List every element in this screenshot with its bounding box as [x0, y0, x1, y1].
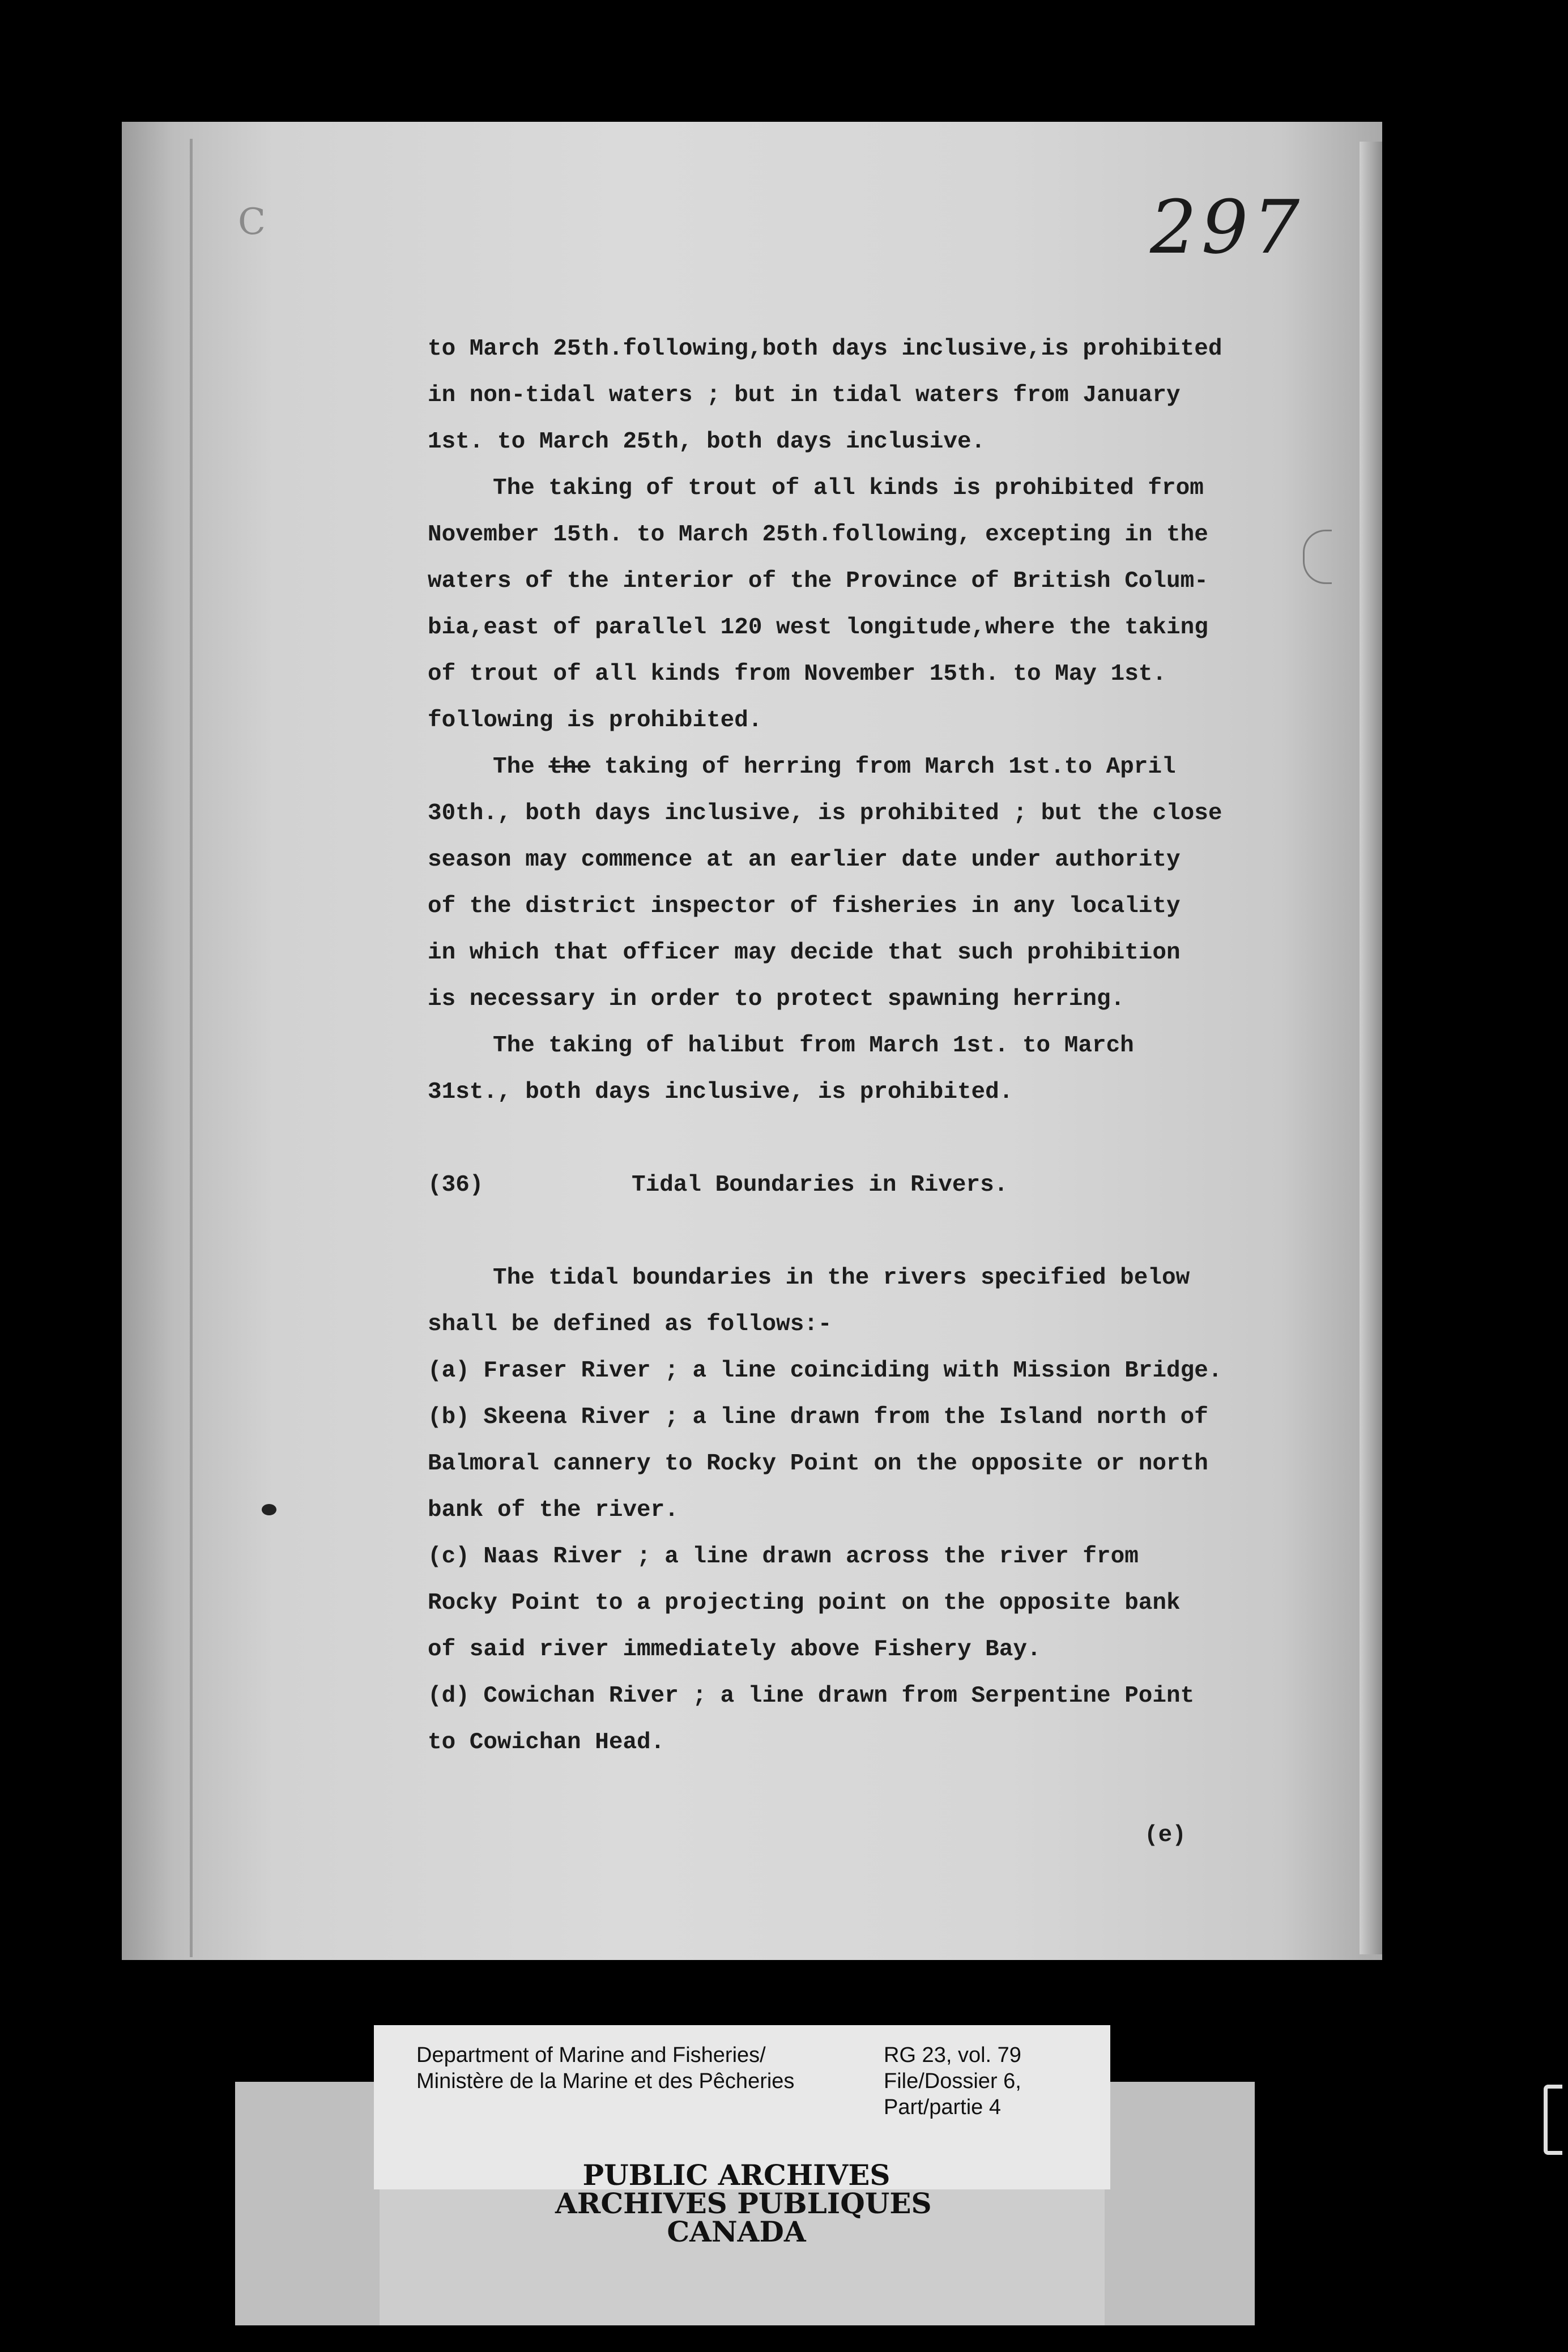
- text-fragment: The: [493, 754, 535, 780]
- text-line: bank of the river.: [428, 1497, 679, 1523]
- section-number: (36): [428, 1172, 484, 1198]
- stamp-line-country: CANADA: [667, 2215, 806, 2248]
- text-line: in non-tidal waters ; but in tidal waters from January: [428, 382, 1181, 408]
- film-frame-mark: [1544, 2085, 1562, 2155]
- corner-mark: C: [238, 201, 266, 243]
- stamp-line-en: PUBLIC ARCHIVES: [582, 2158, 890, 2192]
- page-fold-line: [190, 139, 193, 1957]
- public-archives-stamp: [555, 2158, 932, 2248]
- record-group: RG 23, vol. 79: [884, 2043, 1021, 2067]
- page-number: 297: [1150, 184, 1305, 270]
- text-line: [428, 744, 1311, 790]
- text-line: The tidal boundaries in the rivers specified below: [493, 1265, 1190, 1291]
- document-text: [428, 326, 1311, 1859]
- text-line: (d) Cowichan River ; a line drawn from Serpentine Point: [428, 1683, 1195, 1709]
- text-line: The taking of halibut from March 1st. to March: [493, 1033, 1134, 1059]
- text-line: to Cowichan Head.: [428, 1729, 665, 1756]
- text-line: season may commence at an earlier date under authority: [428, 847, 1181, 873]
- text-line: of said river immediately above Fishery Bay.: [428, 1637, 1041, 1663]
- text-line: bia,east of parallel 120 west longitude,where the taking: [428, 615, 1208, 641]
- struck-word: the: [548, 754, 591, 780]
- text-line: Balmoral cannery to Rocky Point on the opposite or north: [428, 1451, 1208, 1477]
- text-line: shall be defined as follows:-: [428, 1311, 832, 1337]
- paragraph-gap: [428, 1766, 1311, 1812]
- department-fr: Ministère de la Marine et des Pêcheries: [416, 2069, 795, 2093]
- file-number: File/Dossier 6,: [884, 2069, 1021, 2093]
- department-en: Department of Marine and Fisheries/: [416, 2043, 766, 2067]
- text-line: in which that officer may decide that such prohibition: [428, 940, 1181, 966]
- text-line: 1st. to March 25th, both days inclusive.: [428, 429, 986, 455]
- text-line: 31st., both days inclusive, is prohibited.: [428, 1079, 1013, 1105]
- part-number: Part/partie 4: [884, 2095, 1001, 2119]
- text-line: 30th., both days inclusive, is prohibited ; but the close: [428, 800, 1222, 826]
- file-reference: [884, 2042, 1021, 2120]
- text-line: Rocky Point to a projecting point on the opposite bank: [428, 1590, 1181, 1616]
- text-line: (c) Naas River ; a line drawn across the river from: [428, 1544, 1139, 1570]
- text-line: November 15th. to March 25th.following, excepting in the: [428, 522, 1208, 548]
- text-fragment: taking of herring from March 1st.to April: [604, 754, 1176, 780]
- continuation-marker: (e): [1144, 1822, 1186, 1848]
- stamp-line-fr: ARCHIVES PUBLIQUES: [555, 2187, 932, 2220]
- department-names: [416, 2042, 794, 2094]
- page-edge: [1360, 142, 1382, 1954]
- text-line: to March 25th.following,both days inclusive,is prohibited: [428, 336, 1222, 362]
- paragraph-gap: [428, 1115, 1311, 1162]
- section-heading: [428, 1162, 1311, 1208]
- text-line: is necessary in order to protect spawning herring.: [428, 986, 1125, 1012]
- text-line: (b) Skeena River ; a line drawn from the Island north of: [428, 1404, 1208, 1430]
- section-title: Tidal Boundaries in Rivers.: [632, 1172, 1008, 1198]
- text-line: following is prohibited.: [428, 708, 762, 734]
- paragraph-gap: [428, 1208, 1311, 1255]
- ink-spot: [262, 1504, 276, 1515]
- text-line: of the district inspector of fisheries in any locality: [428, 893, 1181, 919]
- text-line: The taking of trout of all kinds is prohibited from: [493, 475, 1204, 501]
- text-line: of trout of all kinds from November 15th. to May 1st.: [428, 661, 1167, 687]
- text-line: waters of the interior of the Province of British Colum-: [428, 568, 1208, 594]
- text-line: (a) Fraser River ; a line coinciding with Mission Bridge.: [428, 1358, 1222, 1384]
